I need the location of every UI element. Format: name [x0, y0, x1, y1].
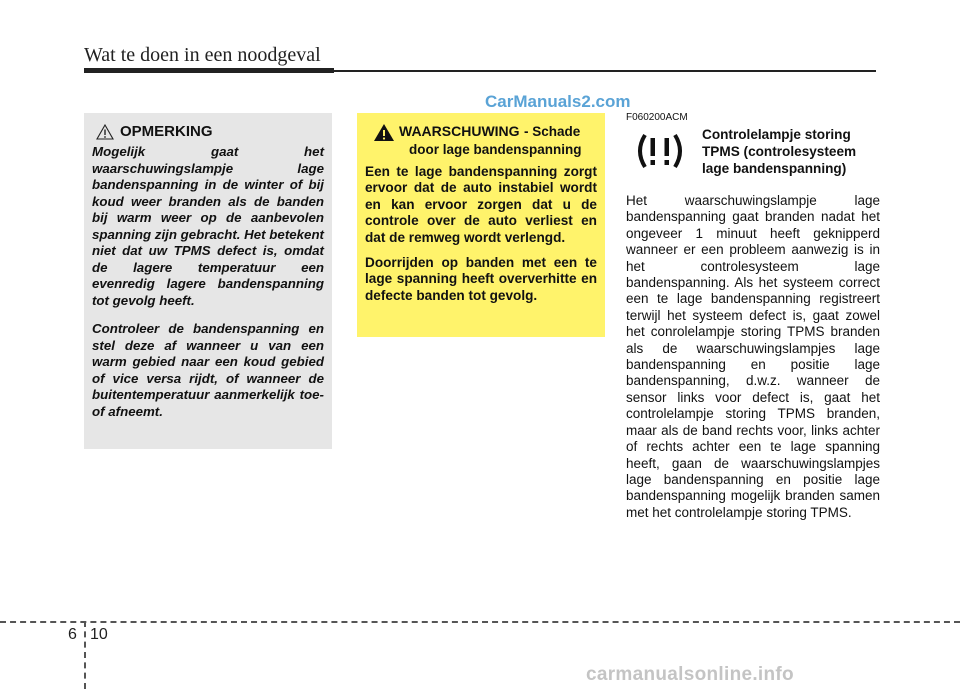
page-number: 10 [90, 626, 108, 643]
warning-header [365, 123, 597, 157]
caution-icon [96, 124, 114, 140]
section-title: Controlelampje storing TPMS (controlesysteem lage bandenspanning) [702, 127, 857, 176]
warning-subtitle-line2: door lage bandenspanning [409, 142, 582, 157]
note-title: OPMERKING [120, 123, 213, 140]
warning-paragraph: Een te lage bandenspanning zorgt ervoor dat de auto instabiel wordt en kan ervoor zorgen dat u de controle over de auto verliest en dat de remweg wordt verlengd. [365, 164, 597, 245]
note-header [96, 123, 324, 140]
warning-title: WAARSCHUWING [399, 123, 520, 139]
warning-paragraph: Doorrijden op banden met een te lage spanning heeft oververhitte en defecte banden tot gevolg. [365, 255, 597, 303]
section-code: F060200ACM [626, 112, 688, 123]
note-paragraph: Mogelijk gaat het waarschuwingslampje lage bandenspanning in de winter of bij koud weer branden als de banden bij warm weer op de aanbevolen spanning zijn gebracht. Het betekent niet dat uw TPMS defect is, omdat de lagere temperatuur een evenredig lagere bandenspanning tot gevolg heeft. [92, 144, 324, 308]
section-number: 6 [68, 626, 77, 643]
footer-rule [0, 621, 960, 623]
footer-divider [84, 621, 86, 689]
tpms-malfunction-icon [636, 130, 684, 172]
warning-icon [373, 123, 395, 142]
section-body [626, 193, 880, 521]
page-header-title: Wat te doen in een noodgeval [84, 44, 321, 66]
header-rule [334, 70, 876, 72]
watermark-top[interactable]: CarManuals2.com [485, 92, 631, 111]
warning-box [357, 113, 605, 337]
header-bar [84, 68, 334, 73]
watermark-bottom[interactable]: carmanualsonline.info [586, 664, 794, 685]
section-body-paragraph: Het waarschuwingslampje lage bandenspanning gaat branden nadat het ongeveer 1 minuut heeft geknipperd wanneer er een probleem aanwezig is in het controlesysteem lage bandenspanning. Als het systeem correct een te lage bandenspanning registreert terwijl het systeem defect is, gaat zowel het conrolelampje storing TPMS branden als de waarschuwingslampjes lage bandenspanning en positie lage bandenspanning, d.w.z. wanneer de sensor links voor defect is, gaat het controlelampje storing TPMS branden, maar als de band rechts voor, links achter of rechts achter een te lage spanning heeft, gaan de waarschuwingslampjes lage bandenspanning en positie lage bandenspanning mogelijk branden samen met het controlelampje storing TPMS. [626, 193, 880, 520]
warning-subtitle: - Schade [524, 124, 581, 139]
note-box [84, 113, 332, 449]
note-paragraph: Controleer de bandenspanning en stel deze af wanneer u van een warm gebied naar een koud gebied of vice versa rijdt, of wanneer de buitentemperatuur aanmerkelijk toe- of afneemt. [92, 321, 324, 419]
